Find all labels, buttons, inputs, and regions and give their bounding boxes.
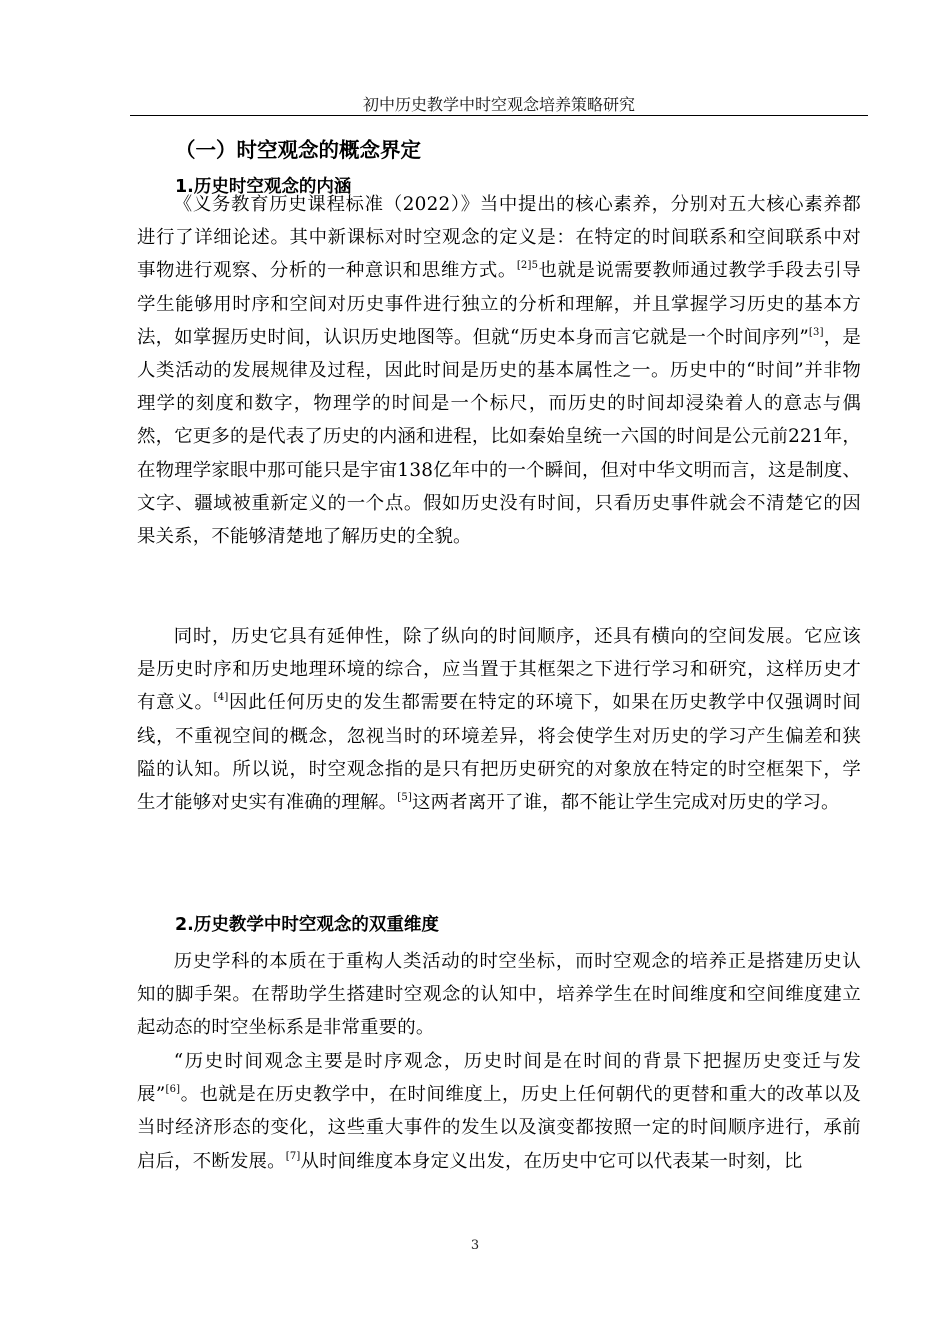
- paragraph-3: [137, 945, 861, 1045]
- paragraph-4: [137, 1045, 861, 1178]
- paragraph-2-text-c: 这两者离开了谁，都不能让学生完成对历史的学习。: [412, 792, 840, 814]
- citation-6: [6]: [165, 1084, 181, 1096]
- citation-5: [5]: [397, 792, 413, 804]
- paragraph-1: [137, 188, 861, 553]
- running-header: 初中历史教学中时空观念培养策略研究: [362, 95, 635, 114]
- header-rule: [130, 115, 868, 116]
- paragraph-2: [137, 620, 861, 819]
- citation-3: [3]: [808, 326, 824, 338]
- paragraph-1-text-c: ，是人类活动的发展规律及过程，因此时间是历史的基本属性之一。历史中的“时间”并非物理学的刻度和数字，物理学的时间是一个标尺，而历史的时间却浸染着人的意志与偶然，它更多的是代表了历史的内涵和进程，比如秦始皇统一六国的时间是公元前221年，在物理学家眼中那可能只是宇宙138亿年中的一个瞬间，但对中华文明而言，这是制度、文字、疆域被重新定义的一个点。假如历史没有时间，只看历史事件就会不清楚它的因果关系，不能够清楚地了解历史的全貌。: [137, 326, 861, 548]
- paragraph-4-text-b: 。也就是在历史教学中，在时间维度上，历史上任何朝代的更替和重大的改革以及当时经济形态的变化，这些重大事件的发生以及演变都按照一定的时间顺序进行，承前启后，不断发展。: [137, 1084, 861, 1172]
- paragraph-4-text-c: 从时间维度本身定义出发，在历史中它可以代表某一时刻，比: [300, 1150, 803, 1172]
- citation-7: [7]: [285, 1150, 301, 1162]
- paragraph-2-text-b: 因此任何历史的发生都需要在特定的环境下，如果在历史教学中仅强调时间线，不重视空间的概念，忽视当时的环境差异，将会使学生对历史的学习产生偏差和狭隘的认知。所以说，时空观念指的是只有把历史研究的对象放在特定的时空框架下，学生才能够对史实有准确的理解。: [137, 692, 861, 814]
- citation-2-5: [2]5: [516, 260, 539, 272]
- citation-4: [4]: [213, 692, 229, 704]
- section-title: （一）时空观念的概念界定: [175, 138, 421, 162]
- subsection-heading-1: 1.历史时空观念的内涵: [175, 177, 352, 197]
- page-number: 3: [470, 1238, 480, 1253]
- paragraph-1-text-a: 《义务教育历史课程标准（2022）》当中提出的核心素养，分别对五大核心素养都进行了详细论述。其中新课标对时空观念的定义是：在特定的时间联系和空间联系中对事物进行观察、分析的一种意识和思维方式。: [137, 194, 861, 282]
- paragraph-1-text-b: 也就是说需要教师通过教学手段去引导学生能够用时序和空间对历史事件进行独立的分析和理解，并且掌握学习历史的基本方法，如掌握历史时间，认识历史地图等。但就“历史本身而言它就是一个时间序列”: [137, 260, 861, 348]
- paragraph-2-text-a: 同时，历史它具有延伸性，除了纵向的时间顺序，还具有横向的空间发展。它应该是历史时序和历史地理环境的综合，应当置于其框架之下进行学习和研究，这样历史才有意义。: [137, 626, 861, 714]
- paragraph-4-text-a: “历史时间观念主要是时序观念，历史时间是在时间的背景下把握历史变迁与发展”: [137, 1051, 861, 1106]
- paragraph-3-text: 历史学科的本质在于重构人类活动的时空坐标，而时空观念的培养正是搭建历史认知的脚手架。在帮助学生搭建时空观念的认知中，培养学生在时间维度和空间维度建立起动态的时空坐标系是非常重要的。: [137, 951, 861, 1039]
- subsection-heading-2: 2.历史教学中时空观念的双重维度: [175, 915, 439, 935]
